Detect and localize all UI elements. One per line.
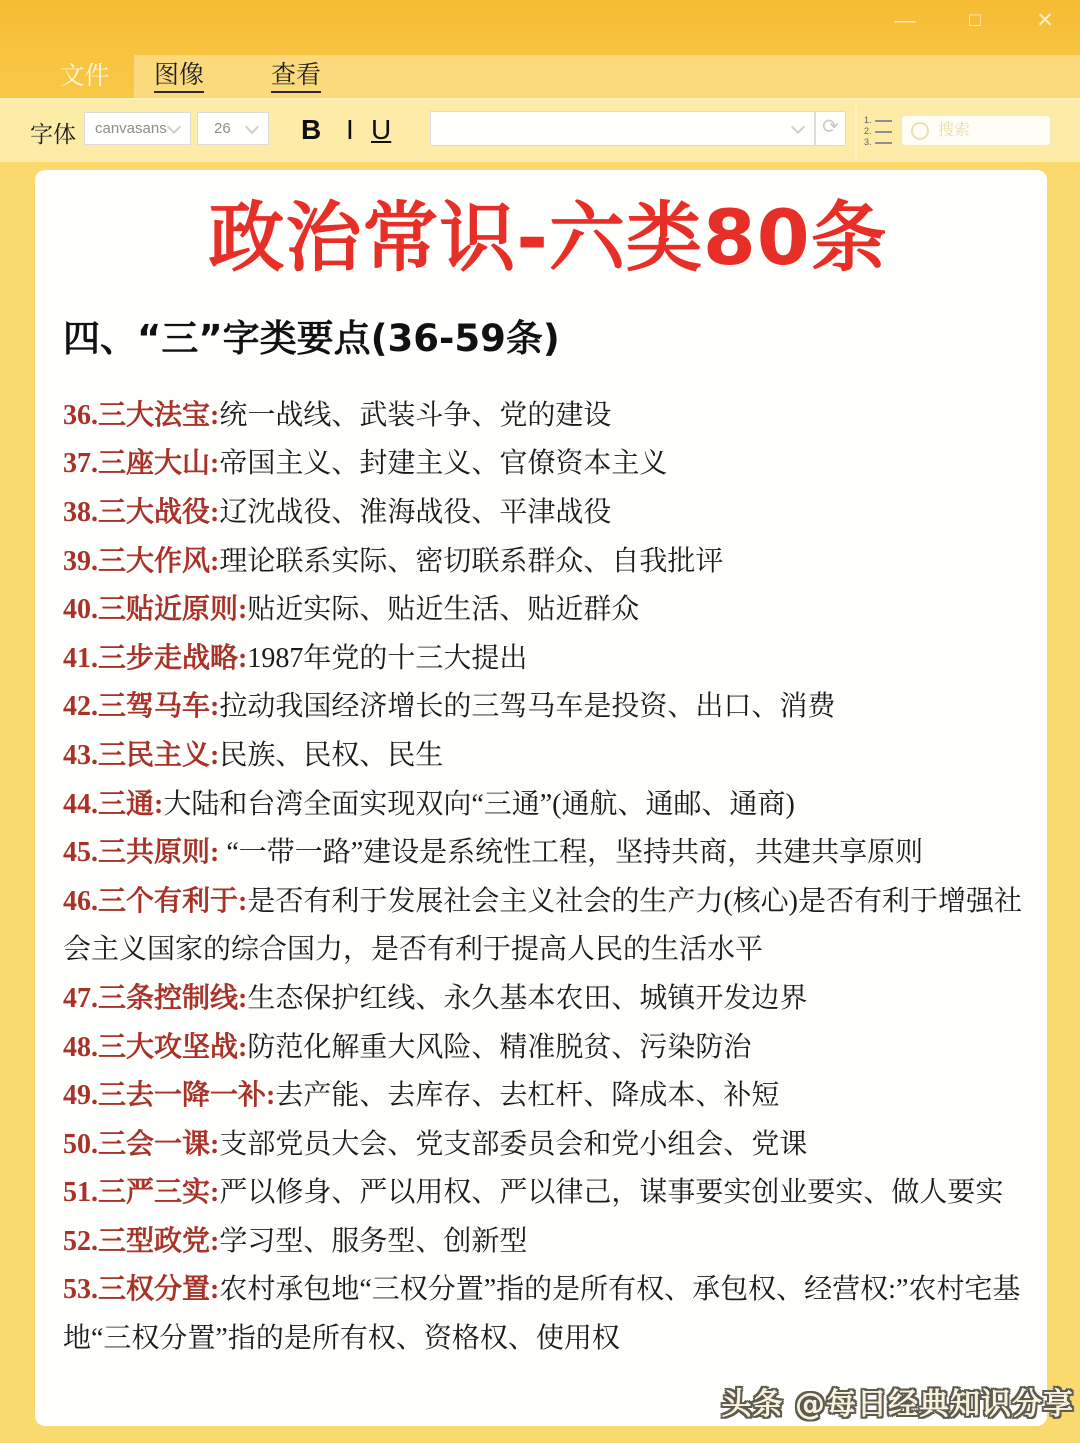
tab-file[interactable]: 文件 xyxy=(59,62,110,90)
item-keyword: 45.三共原则: xyxy=(63,837,220,869)
item-text: 防范化解重大风险、精准脱贫、污染防治 xyxy=(247,1031,752,1063)
list-item xyxy=(63,1072,1033,1121)
refresh-icon[interactable]: ⟳ xyxy=(815,111,846,146)
list-item xyxy=(63,392,1033,441)
item-keyword: 38.三大战役: xyxy=(63,496,220,528)
tab-view[interactable]: 查看 xyxy=(271,60,321,93)
chevron-down-icon xyxy=(167,119,181,133)
item-text: 理论联系实际、密切联系群众、自我批评 xyxy=(219,545,724,577)
item-keyword: 41.三步走战略: xyxy=(63,642,248,674)
list-item xyxy=(63,489,1033,538)
font-family-value: canvasans xyxy=(95,120,167,137)
item-keyword: 46.三个有利于: xyxy=(63,885,248,917)
item-text: 去产能、去库存、去杠杆、降成本、补短 xyxy=(275,1080,780,1112)
item-keyword: 47.三条控制线: xyxy=(63,982,248,1014)
item-keyword: 51.三严三实: xyxy=(63,1177,220,1209)
font-family-select[interactable] xyxy=(84,112,191,145)
list-item xyxy=(63,1121,1033,1170)
style-combobox[interactable] xyxy=(430,111,815,146)
list-item xyxy=(63,878,1033,975)
item-text: 大陆和台湾全面实现双向“三通”(通航、通邮、通商) xyxy=(163,788,795,820)
item-text: 严以修身、严以用权、严以律己，谋事要实创业要实、做人要实 xyxy=(219,1177,1004,1209)
item-keyword: 36.三大法宝: xyxy=(63,399,220,431)
list-item xyxy=(63,1266,1033,1363)
item-keyword: 48.三大攻坚战: xyxy=(63,1031,248,1063)
close-icon[interactable]: ✕ xyxy=(1036,9,1054,32)
list-item xyxy=(63,683,1033,732)
item-keyword: 42.三驾马车: xyxy=(63,691,220,723)
numbered-list-icon[interactable] xyxy=(864,115,896,151)
item-keyword: 52.三型政党: xyxy=(63,1225,220,1257)
list-item xyxy=(63,1024,1033,1073)
list-item xyxy=(63,635,1033,684)
italic-button[interactable]: I xyxy=(346,114,354,145)
underline-button[interactable]: U xyxy=(371,114,392,145)
list-item xyxy=(63,829,1033,878)
watermark: 头条 @每日经典知识分享 xyxy=(721,1387,1074,1422)
item-keyword: 39.三大作风: xyxy=(63,545,220,577)
item-text: 民族、民权、民生 xyxy=(219,739,444,771)
tab-image[interactable]: 图像 xyxy=(154,60,204,93)
chevron-down-icon xyxy=(791,119,805,133)
section-heading: 四、“三”字类要点(36-59条) xyxy=(63,317,560,361)
item-text: 农村承包地“三权分置”指的是所有权、承包权、经营权:”农村宅基地“三权分置”指的是所有权、资格权、使用权 xyxy=(63,1274,1021,1355)
tab-strip xyxy=(134,55,1080,98)
item-text: 辽沈战役、淮海战役、平津战役 xyxy=(219,496,612,528)
item-text: 生态保护红线、永久基本农田、城镇开发边界 xyxy=(247,982,808,1014)
font-size-select[interactable] xyxy=(197,112,269,145)
bold-button[interactable]: B xyxy=(301,114,322,145)
list-item xyxy=(63,1218,1033,1267)
item-keyword: 40.三贴近原则: xyxy=(63,594,248,626)
list-item xyxy=(63,732,1033,781)
item-text: 拉动我国经济增长的三驾马车是投资、出口、消费 xyxy=(219,691,836,723)
item-keyword: 49.三去一降一补: xyxy=(63,1080,276,1112)
format-toolbar xyxy=(0,98,1080,162)
document-page xyxy=(35,170,1074,1426)
search-icon xyxy=(911,122,929,140)
window-controls xyxy=(890,4,1060,38)
item-text: 学习型、服务型、创新型 xyxy=(219,1225,528,1257)
minimize-icon[interactable]: — xyxy=(894,9,916,32)
item-text: 是否有利于发展社会主义社会的生产力(核心)是否有利于增强社会主义国家的综合国力，是否有利于提高人民的生活水平 xyxy=(63,885,1022,966)
item-text: 支部党员大会、党支部委员会和党小组会、党课 xyxy=(219,1128,808,1160)
item-text: 1987年党的十三大提出 xyxy=(247,642,528,674)
document-title: 政治常识-六类80条 xyxy=(208,193,888,282)
font-size-value: 26 xyxy=(214,120,231,137)
maximize-icon[interactable]: □ xyxy=(969,10,981,31)
item-keyword: 50.三会一课: xyxy=(63,1128,220,1160)
list-item xyxy=(63,538,1033,587)
item-keyword: 44.三通: xyxy=(63,788,164,820)
item-text: 帝国主义、封建主义、官僚资本主义 xyxy=(219,448,668,480)
list-item xyxy=(63,440,1033,489)
list-item xyxy=(63,586,1033,635)
item-text: “一带一路”建设是系统性工程，坚持共商，共建共享原则 xyxy=(219,837,924,869)
toolbar-divider xyxy=(855,105,857,159)
knowledge-list xyxy=(63,392,1033,1364)
chevron-down-icon xyxy=(245,119,259,133)
list-item xyxy=(63,1169,1033,1218)
item-keyword: 43.三民主义: xyxy=(63,739,220,771)
item-text: 贴近实际、贴近生活、贴近群众 xyxy=(247,594,640,626)
search-box xyxy=(901,115,1051,146)
item-keyword: 37.三座大山: xyxy=(63,448,220,480)
list-item xyxy=(63,781,1033,830)
list-item xyxy=(63,975,1033,1024)
font-label: 字体 xyxy=(30,121,76,147)
search-input[interactable] xyxy=(936,121,1041,141)
item-keyword: 53.三权分置: xyxy=(63,1274,220,1306)
item-text: 统一战线、武装斗争、党的建设 xyxy=(219,399,612,431)
